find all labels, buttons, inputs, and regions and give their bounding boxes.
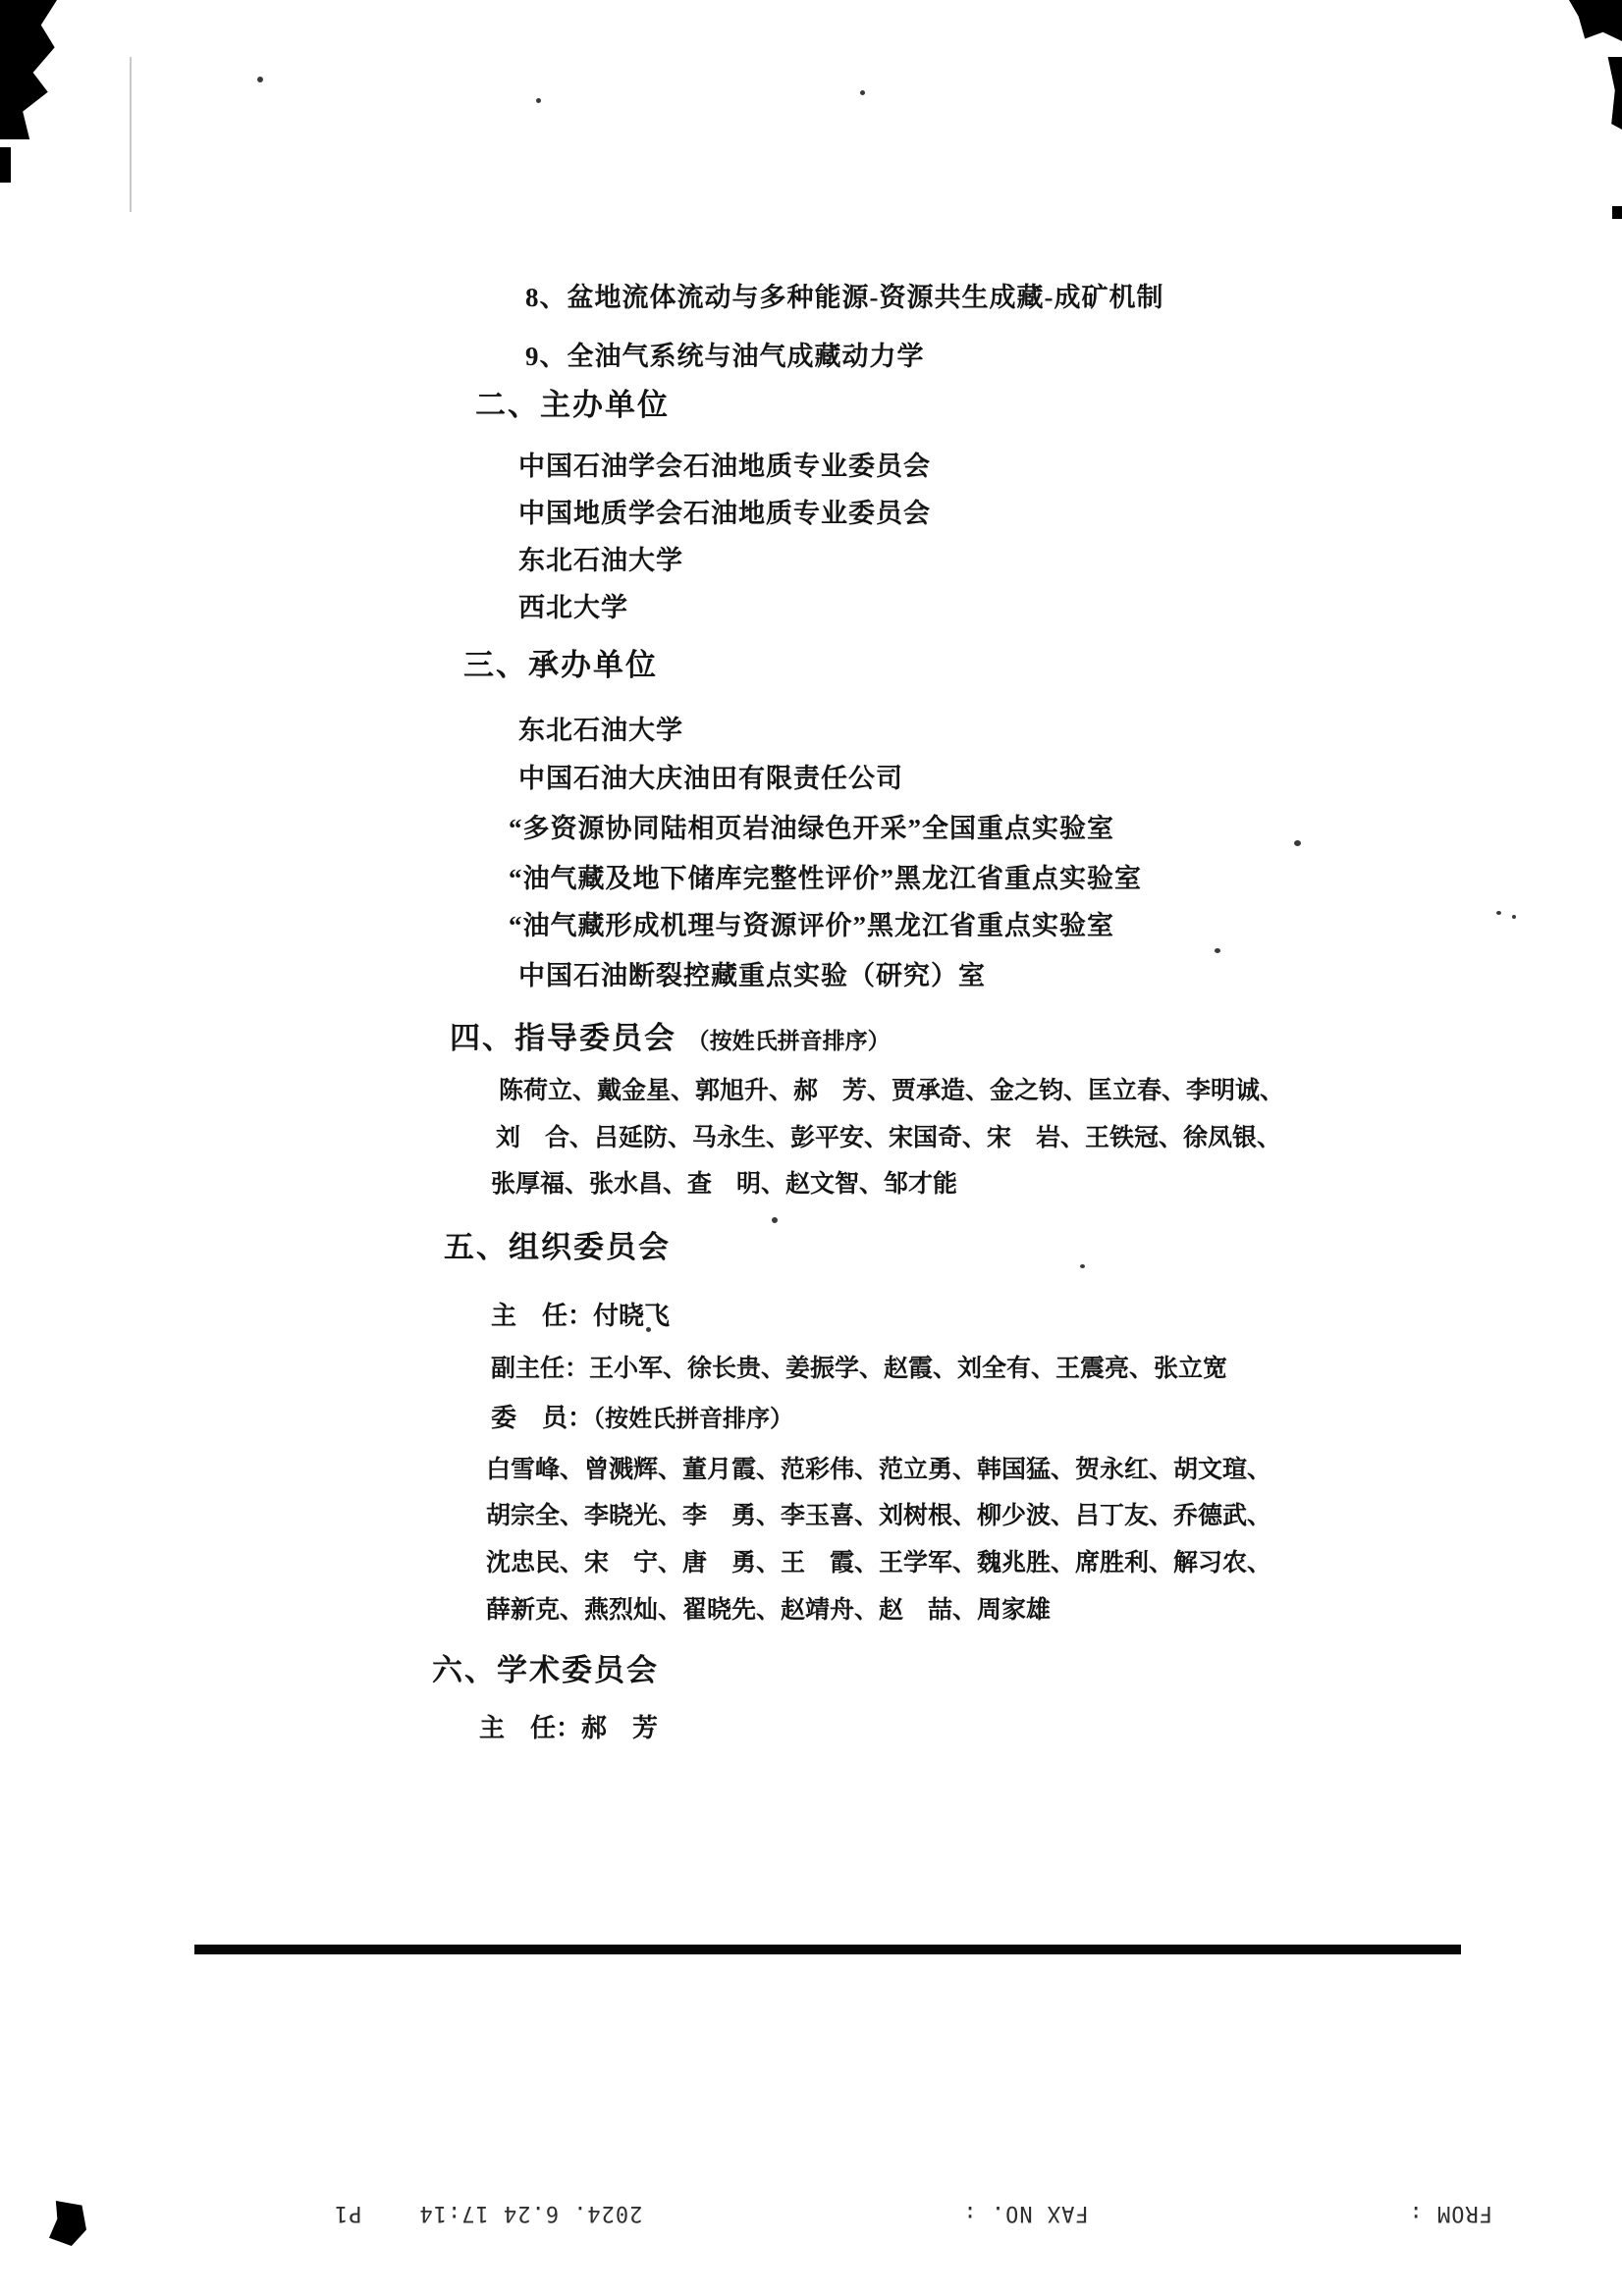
fax-no-label: FAX NO. : [962, 2201, 1089, 2226]
organizing-deputy-line [491, 1355, 1227, 1384]
scan-dot [860, 90, 865, 95]
organizer-item: 东北石油大学 [518, 716, 683, 745]
scan-artifact-top-right-2 [1604, 57, 1622, 130]
host-org-item: 中国地质学会石油地质专业委员会 [518, 499, 931, 528]
steering-names-line: 刘 合、吕延防、马永生、彭平安、宋国奇、宋 岩、王铁冠、徐凤银、 [496, 1125, 1282, 1151]
fax-datetime-group [334, 2202, 642, 2226]
scan-dot [772, 1217, 778, 1223]
scan-artifact-top-right [1569, 0, 1622, 41]
steering-names-line: 张厚福、张水昌、查 明、赵文智、邹才能 [491, 1171, 958, 1198]
topic-item-8: 8、盆地流体流动与多种能源-资源共生成藏-成矿机制 [525, 283, 1164, 312]
academic-director-label: 主 任： [479, 1713, 582, 1742]
section-heading-steering [450, 1021, 891, 1056]
member-label: 委 员： [491, 1403, 594, 1432]
scan-streak [130, 57, 132, 212]
scan-dot [1080, 1264, 1085, 1268]
scan-dot [1294, 840, 1301, 846]
scan-artifact-top-left [0, 0, 57, 139]
scan-dot [536, 98, 541, 103]
fax-header-strip [334, 2197, 1492, 2230]
organizer-item: “油气藏形成机理与资源评价”黑龙江省重点实验室 [509, 911, 1114, 940]
fax-page-number: P1 [334, 2201, 362, 2226]
academic-director-line [479, 1714, 658, 1743]
director-label: 主 任： [491, 1301, 594, 1330]
section-heading-host: 二、主办单位 [475, 388, 670, 422]
scan-dot [1512, 915, 1516, 919]
organizer-item: “多资源协同陆相页岩油绿色开采”全国重点实验室 [509, 814, 1114, 843]
organizer-item: 中国石油断裂控藏重点实验（研究）室 [518, 961, 986, 990]
section-heading-academic: 六、学术委员会 [432, 1653, 659, 1687]
section-heading-organizing: 五、组织委员会 [444, 1230, 671, 1264]
scan-artifact-bottom-left [49, 2201, 86, 2246]
scan-dot [1496, 911, 1501, 915]
section-heading-organizer: 三、承办单位 [463, 648, 658, 682]
scan-separator-bar [194, 1945, 1461, 1954]
director-name: 付晓飞 [593, 1302, 671, 1330]
member-names-line: 沈忠民、宋 宁、唐 勇、王 霞、王学军、魏兆胜、席胜利、解习农、 [486, 1550, 1272, 1576]
scan-dot [1215, 948, 1220, 953]
organizer-item: “油气藏及地下储库完整性评价”黑龙江省重点实验室 [509, 864, 1142, 893]
organizing-member-label-line [491, 1404, 793, 1434]
host-org-item: 西北大学 [518, 593, 628, 622]
scan-artifact-top-left-2 [0, 147, 11, 183]
scan-dot [257, 77, 263, 82]
host-org-item: 中国石油学会石油地质专业委员会 [518, 452, 931, 481]
organizer-item: 中国石油大庆油田有限责任公司 [518, 764, 903, 793]
organizing-director-line [491, 1302, 670, 1331]
steering-sort-note: （按姓氏拼音排序） [686, 1028, 891, 1053]
member-sort-note: （按姓氏拼音排序） [593, 1407, 794, 1432]
fax-from-label: FROM : [1408, 2201, 1492, 2226]
deputy-label: 副主任： [491, 1355, 590, 1382]
host-org-item: 东北石油大学 [518, 546, 683, 575]
topic-item-9: 9、全油气系统与油气成藏动力学 [525, 342, 925, 371]
steering-names-line: 陈荷立、戴金星、郭旭升、郝 芳、贾承造、金之钧、匡立春、李明诚、 [499, 1078, 1285, 1104]
member-names-line: 胡宗全、李晓光、李 勇、李玉喜、刘树根、柳少波、吕丁友、乔德武、 [486, 1503, 1272, 1529]
scan-artifact-right-tick [1612, 206, 1622, 219]
fax-datetime: 2024. 6.24 17:14 [418, 2201, 643, 2226]
member-names-line: 薛新克、燕烈灿、翟晓先、赵靖舟、赵 喆、周家雄 [486, 1597, 1052, 1624]
academic-director-name: 郝 芳 [581, 1714, 659, 1742]
member-names-line: 白雪峰、曾溅辉、董月霞、范彩伟、范立勇、韩国猛、贺永红、胡文瑄、 [486, 1457, 1272, 1483]
deputy-names: 王小军、徐长贵、姜振学、赵霞、刘全有、王震亮、张立宽 [589, 1356, 1228, 1382]
steering-heading-text: 四、指导委员会 [450, 1021, 676, 1055]
